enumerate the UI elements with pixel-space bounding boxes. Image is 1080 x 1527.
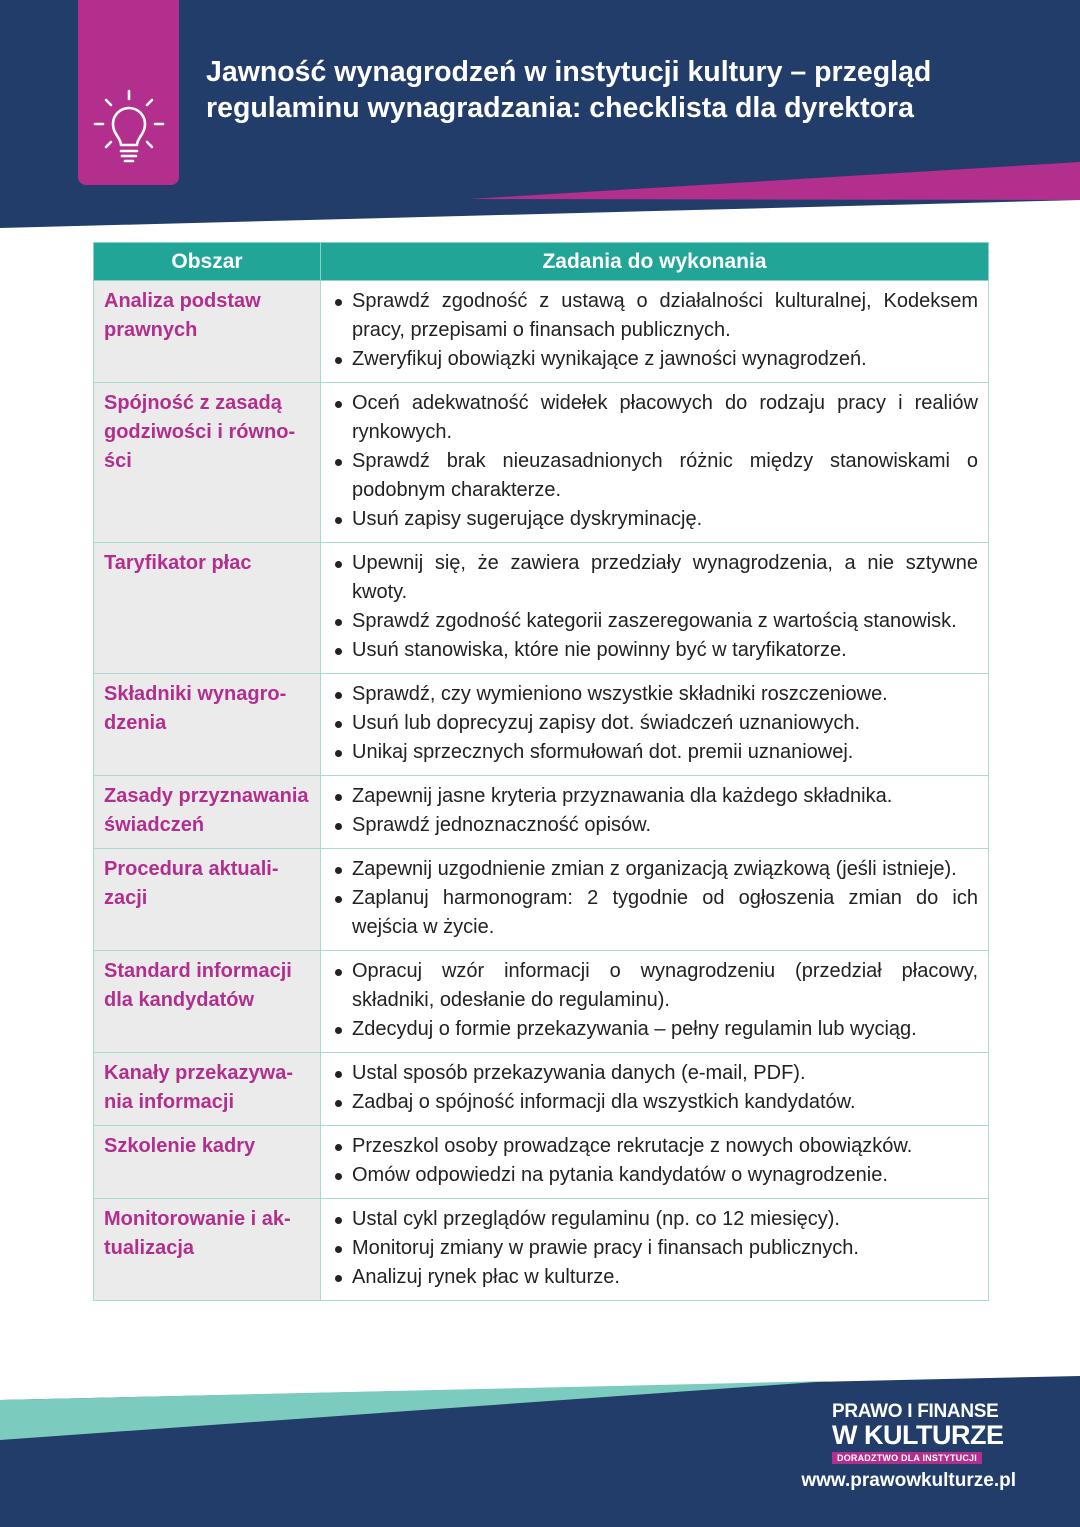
area-label-line: Taryfikator płac: [104, 552, 252, 574]
area-label-line: ści: [104, 450, 132, 472]
area-label-line: Kanały przekazywa-: [104, 1062, 293, 1084]
task-list: [333, 287, 978, 374]
table-row: [94, 849, 989, 951]
task-item: Usuń lub doprecyzuj zapisy dot. świadczeń uznaniowych.: [333, 709, 978, 738]
table-row: [94, 281, 989, 383]
area-cell: [94, 849, 321, 951]
task-list: [333, 389, 978, 534]
task-item: Zapewnij jasne kryteria przyznawania dla każdego składnika.: [333, 782, 978, 811]
task-item: Usuń zapisy sugerujące dyskryminację.: [333, 505, 978, 534]
table-header-row: [94, 243, 989, 281]
area-label-line: Procedura aktuali-: [104, 858, 279, 880]
page-title: [206, 54, 1026, 126]
area-cell: [94, 1126, 321, 1199]
logo-line-1: PRAWO I FINANSE: [832, 1401, 999, 1422]
area-label-line: Składniki wynagro-: [104, 683, 287, 705]
area-label-line: nia informacji: [104, 1091, 235, 1113]
tasks-cell: [321, 281, 989, 383]
lightbulb-tab: [78, 0, 179, 185]
table-row: [94, 1053, 989, 1126]
table-row: [94, 383, 989, 543]
brand-logo: [832, 1402, 1004, 1466]
task-item: Opracuj wzór informacji o wynagrodzeniu (przedział płacowy, składniki, odesłanie do regulaminu).: [333, 957, 978, 1015]
area-cell: [94, 776, 321, 849]
task-item: Zapewnij uzgodnienie zmian z organizacją związkową (jeśli istnieje).: [333, 855, 978, 884]
task-item: Ustal sposób przekazywania danych (e-mail, PDF).: [333, 1059, 978, 1088]
task-list: [333, 855, 978, 942]
title-line: Jawność wynagrodzeń w instytucji kultury – przegląd: [206, 56, 932, 88]
tasks-cell: [321, 674, 989, 776]
logo-tagline: DORADZTWO DLA INSTYTUCJI: [832, 1452, 982, 1464]
table-row: [94, 1199, 989, 1301]
table-row: [94, 543, 989, 674]
area-label-line: tualizacja: [104, 1237, 195, 1259]
title-line: regulaminu wynagradzania: checklista dla dyrektora: [206, 92, 914, 124]
area-label-line: Szkolenie kadry: [104, 1135, 256, 1157]
area-label-line: godziwości i równo-: [104, 421, 296, 443]
area-cell: [94, 281, 321, 383]
table-row: [94, 1126, 989, 1199]
task-list: [333, 549, 978, 665]
area-cell: [94, 383, 321, 543]
task-item: Przeszkol osoby prowadzące rekrutacje z nowych obowiązków.: [333, 1132, 978, 1161]
task-item: Sprawdź, czy wymieniono wszystkie składniki roszczeniowe.: [333, 680, 978, 709]
task-item: Sprawdź zgodność kategorii zaszeregowania z wartością stanowisk.: [333, 607, 978, 636]
task-item: Oceń adekwatność widełek płacowych do rodzaju pracy i realiów rynkowych.: [333, 389, 978, 447]
table-row: [94, 776, 989, 849]
task-item: Sprawdź brak nieuzasadnionych różnic między stanowiskami o podobnym charakterze.: [333, 447, 978, 505]
area-cell: [94, 1199, 321, 1301]
lightbulb-icon: [92, 88, 166, 168]
area-label-line: Zasady przyznawania: [104, 785, 309, 807]
task-list: [333, 1059, 978, 1117]
task-item: Usuń stanowiska, które nie powinny być w taryfikatorze.: [333, 636, 978, 665]
area-label-line: Monitorowanie i ak-: [104, 1208, 291, 1230]
task-item: Zadbaj o spójność informacji dla wszystkich kandydatów.: [333, 1088, 978, 1117]
task-item: Ustal cykl przeglądów regulaminu (np. co 12 miesięcy).: [333, 1205, 978, 1234]
task-item: Zdecyduj o formie przekazywania – pełny regulamin lub wyciąg.: [333, 1015, 978, 1044]
table-row: [94, 951, 989, 1053]
area-label-line: Spójność z zasadą: [104, 392, 282, 414]
area-label-line: prawnych: [104, 319, 198, 341]
table-body: [94, 281, 989, 1301]
column-header-tasks: Zadania do wykonania: [321, 243, 989, 281]
tasks-cell: [321, 543, 989, 674]
task-list: [333, 680, 978, 767]
area-label-line: Analiza podstaw: [104, 290, 261, 312]
task-item: Unikaj sprzecznych sformułowań dot. premii uznaniowej.: [333, 738, 978, 767]
area-label-line: zacji: [104, 887, 148, 909]
tasks-cell: [321, 849, 989, 951]
task-list: [333, 1205, 978, 1292]
task-list: [333, 957, 978, 1044]
tasks-cell: [321, 1053, 989, 1126]
area-cell: [94, 1053, 321, 1126]
task-list: [333, 782, 978, 840]
task-item: Zweryfikuj obowiązki wynikające z jawności wynagrodzeń.: [333, 345, 978, 374]
task-item: Sprawdź jednoznaczność opisów.: [333, 811, 978, 840]
tasks-cell: [321, 1126, 989, 1199]
tasks-cell: [321, 951, 989, 1053]
logo-line-2: W KULTURZE: [832, 1420, 1004, 1450]
area-label-line: dzenia: [104, 712, 167, 734]
checklist-table: [93, 242, 989, 1301]
task-item: Sprawdź zgodność z ustawą o działalności kulturalnej, Kodeksem pracy, przepisami o finansach publicznych.: [333, 287, 978, 345]
area-cell: [94, 951, 321, 1053]
website-url: www.prawowkulturze.pl: [801, 1470, 1016, 1491]
task-item: Omów odpowiedzi na pytania kandydatów o wynagrodzenie.: [333, 1161, 978, 1190]
area-cell: [94, 543, 321, 674]
column-header-area: Obszar: [94, 243, 321, 281]
task-item: Upewnij się, że zawiera przedziały wynagrodzenia, a nie sztywne kwoty.: [333, 549, 978, 607]
tasks-cell: [321, 383, 989, 543]
task-item: Analizuj rynek płac w kulturze.: [333, 1263, 978, 1292]
tasks-cell: [321, 776, 989, 849]
task-list: [333, 1132, 978, 1190]
area-label-line: Standard informacji: [104, 960, 292, 982]
tasks-cell: [321, 1199, 989, 1301]
task-item: Monitoruj zmiany w prawie pracy i finansach publicznych.: [333, 1234, 978, 1263]
task-item: Zaplanuj harmonogram: 2 tygodnie od ogłoszenia zmian do ich wejścia w życie.: [333, 884, 978, 942]
area-label-line: świadczeń: [104, 814, 205, 836]
area-cell: [94, 674, 321, 776]
table-row: [94, 674, 989, 776]
area-label-line: dla kandydatów: [104, 989, 255, 1011]
